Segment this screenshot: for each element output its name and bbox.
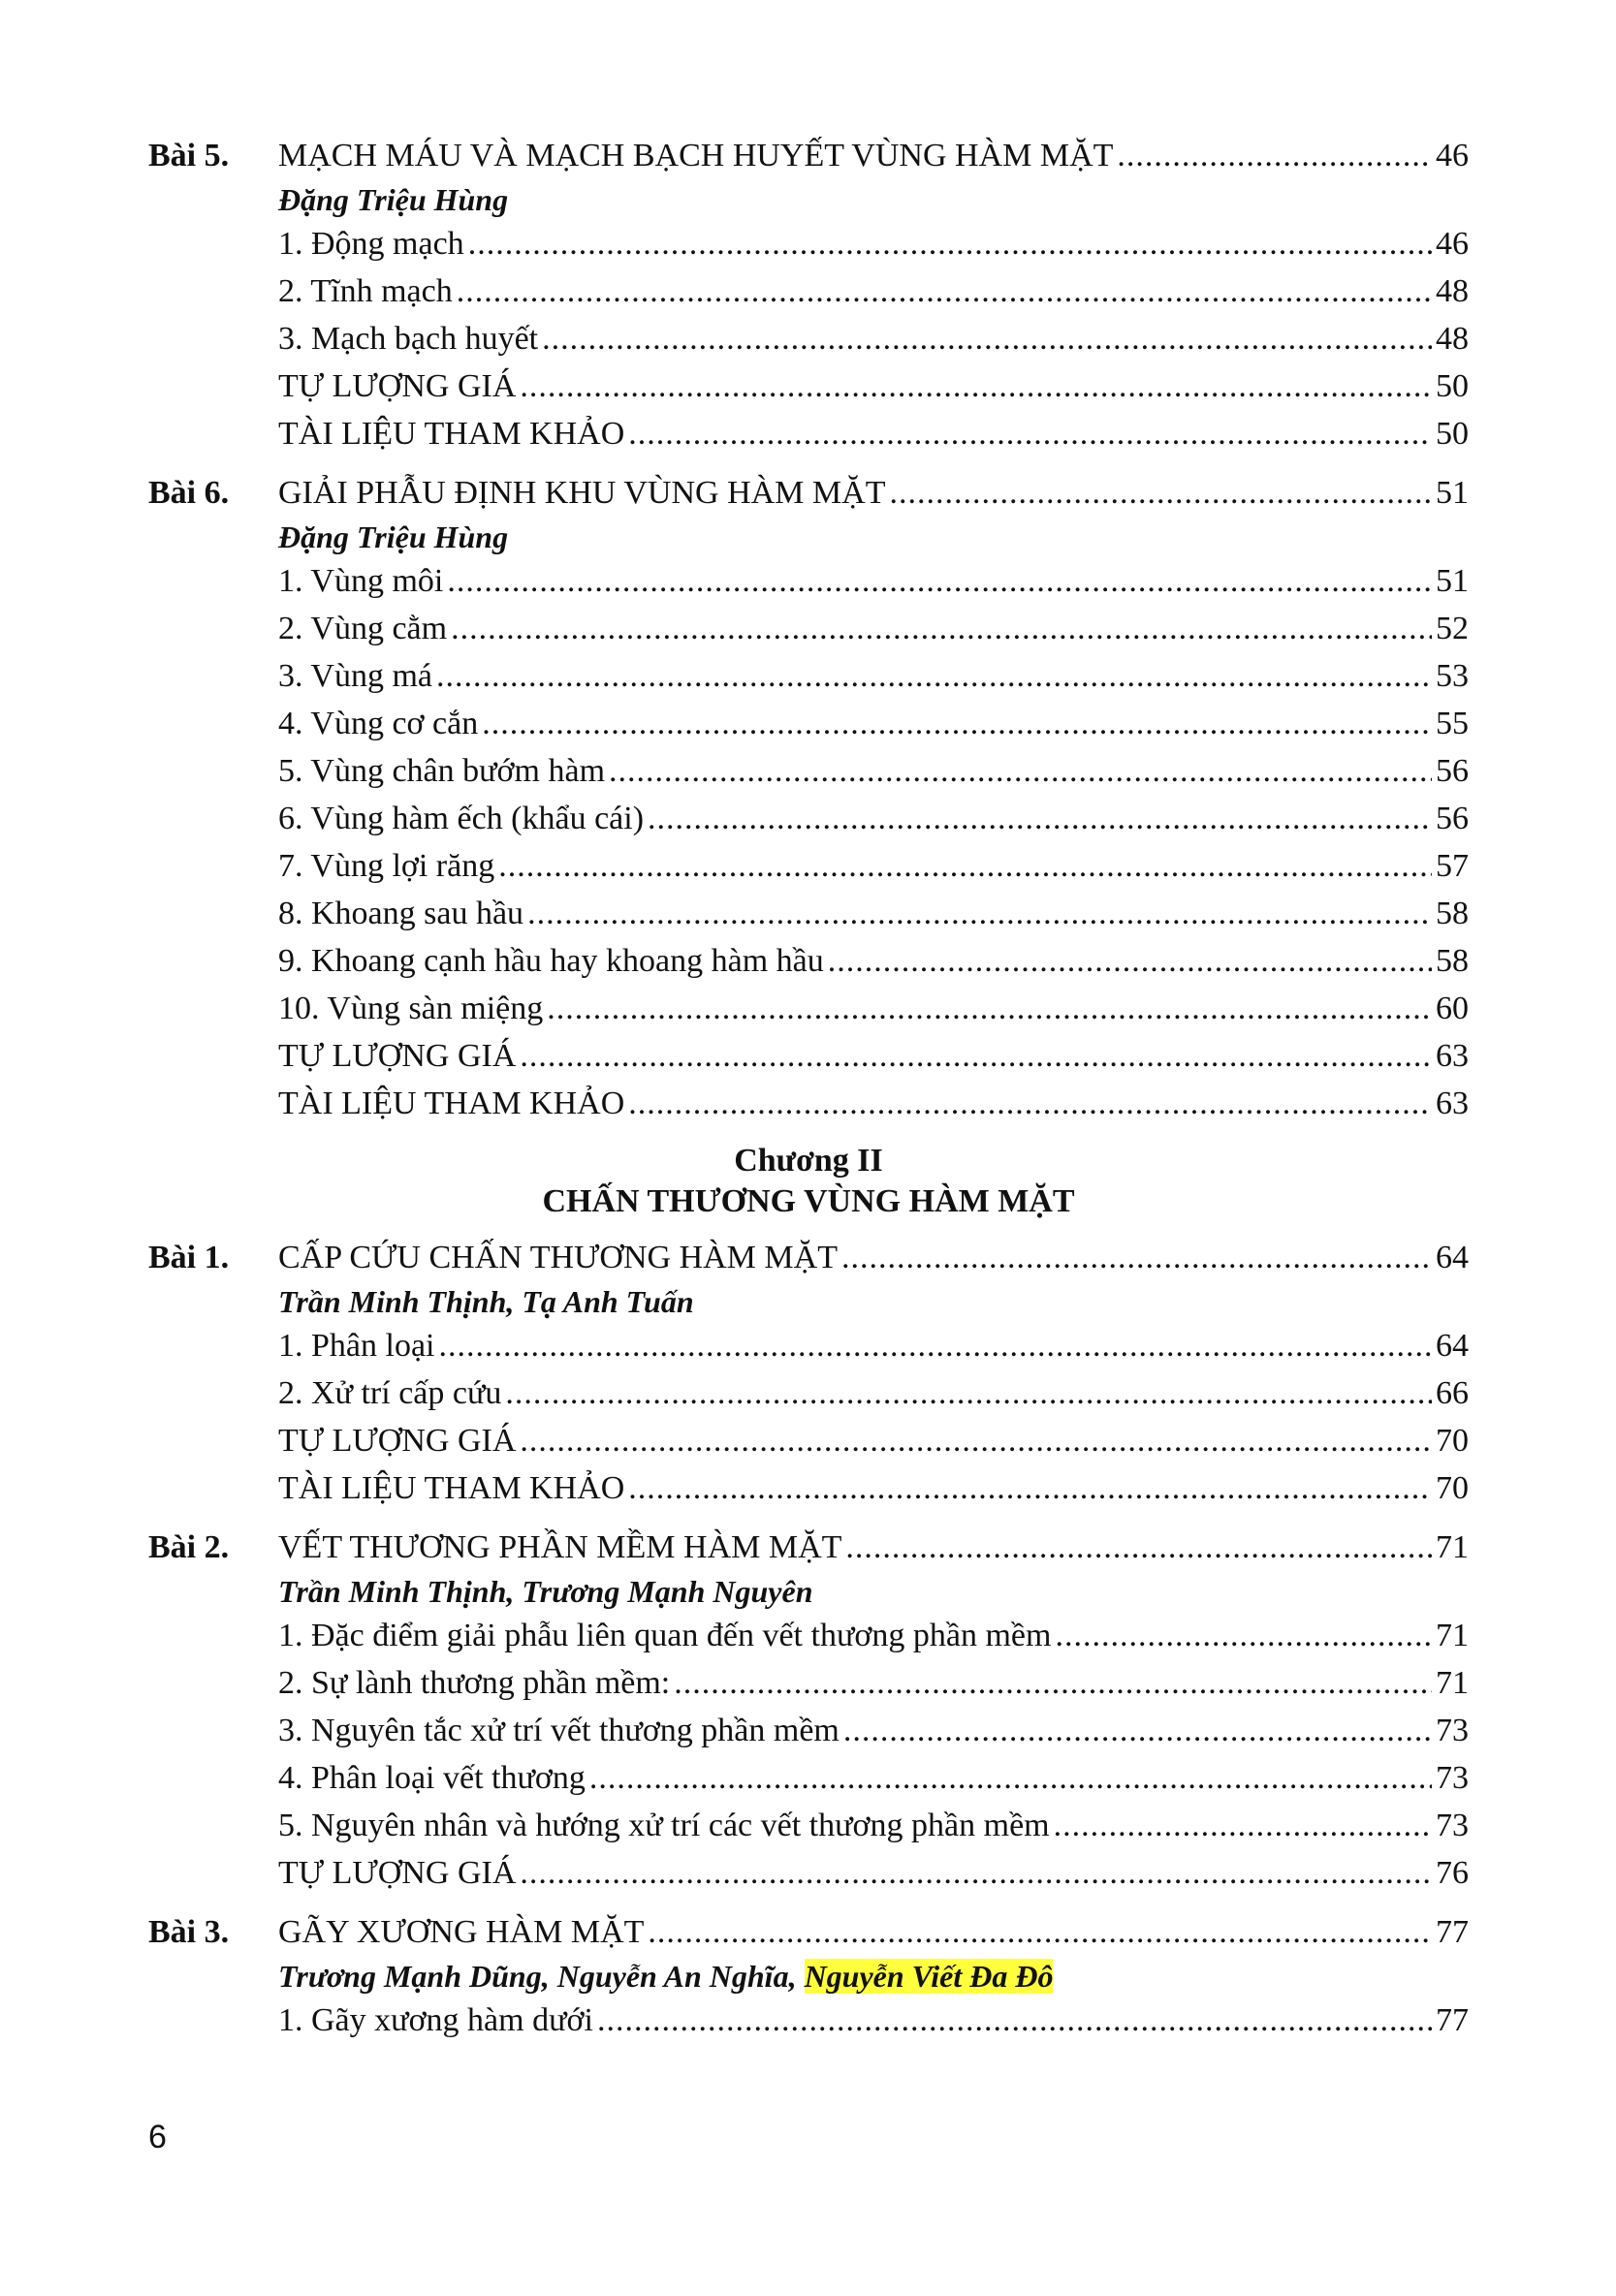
dot-leader bbox=[468, 220, 1432, 267]
chapter-section bbox=[148, 132, 1469, 1127]
author-name: Đặng Triệu Hùng bbox=[278, 182, 509, 217]
toc-item bbox=[148, 1997, 1469, 2044]
dot-leader bbox=[828, 937, 1432, 985]
dot-leader bbox=[845, 1524, 1432, 1571]
lesson-entry bbox=[148, 469, 1469, 1127]
page-ref: 77 bbox=[1436, 1914, 1469, 1950]
page-ref: 64 bbox=[1436, 1240, 1469, 1275]
dot-leader bbox=[648, 1908, 1432, 1956]
lesson-label: Bài 3. bbox=[148, 1914, 230, 1950]
dot-leader bbox=[438, 1322, 1432, 1369]
toc-item-text: 2. Tĩnh mạch bbox=[278, 273, 453, 309]
lesson-title: MẠCH MÁU VÀ MẠCH BẠCH HUYẾT VÙNG HÀM MẶT bbox=[278, 138, 1114, 173]
dot-leader bbox=[520, 1417, 1432, 1464]
page-ref: 60 bbox=[1436, 991, 1469, 1026]
dot-leader bbox=[542, 315, 1432, 362]
dot-leader bbox=[597, 1997, 1432, 2044]
dot-leader bbox=[889, 469, 1432, 517]
toc-item-text: TỰ LƯỢNG GIÁ bbox=[278, 1855, 517, 1891]
dot-leader bbox=[1117, 132, 1432, 179]
lesson-heading-row bbox=[148, 1234, 1469, 1281]
dot-leader bbox=[628, 1080, 1432, 1127]
toc-item-text: 2. Sự lành thương phần mềm: bbox=[278, 1665, 671, 1701]
author-name: Trần Minh Thịnh, Trương Mạnh Nguyên bbox=[278, 1574, 813, 1609]
page-ref: 66 bbox=[1436, 1375, 1469, 1411]
toc-item-text: TÀI LIỆU THAM KHẢO bbox=[278, 1470, 625, 1506]
dot-leader bbox=[520, 1032, 1432, 1080]
lesson-label: Bài 2. bbox=[148, 1529, 230, 1565]
toc-item bbox=[148, 1707, 1469, 1754]
toc-item bbox=[148, 747, 1469, 795]
toc-item bbox=[148, 890, 1469, 937]
page-ref: 57 bbox=[1436, 848, 1469, 884]
toc-item-text: 9. Khoang cạnh hầu hay khoang hàm hầu bbox=[278, 943, 824, 979]
toc-item-text: 1. Phân loại bbox=[278, 1328, 435, 1364]
toc-item bbox=[148, 315, 1469, 362]
dot-leader bbox=[674, 1659, 1432, 1707]
toc-item-text: 1. Gãy xương hàm dưới bbox=[278, 2002, 593, 2038]
toc-item-text: 4. Vùng cơ cắn bbox=[278, 706, 479, 741]
toc-item bbox=[148, 1322, 1469, 1369]
toc-item bbox=[148, 842, 1469, 890]
toc-item-text: 5. Vùng chân bướm hàm bbox=[278, 753, 606, 789]
page-ref: 71 bbox=[1436, 1618, 1469, 1653]
dot-leader bbox=[520, 1849, 1432, 1897]
lesson-title: GIẢI PHẪU ĐỊNH KHU VÙNG HÀM MẶT bbox=[278, 475, 886, 511]
lesson-heading-row bbox=[148, 1908, 1469, 1956]
toc-item bbox=[148, 1417, 1469, 1464]
page-ref: 52 bbox=[1436, 611, 1469, 646]
page-ref: 56 bbox=[1436, 753, 1469, 789]
lesson-authors bbox=[148, 1281, 1469, 1322]
page-ref: 48 bbox=[1436, 273, 1469, 309]
page-ref: 58 bbox=[1436, 943, 1469, 979]
lesson-entry bbox=[148, 132, 1469, 457]
toc-item-text: 3. Nguyên tắc xử trí vết thương phần mềm bbox=[278, 1713, 840, 1748]
author-name: Trương Mạnh Dũng, Nguyễn An Nghĩa, bbox=[278, 1959, 805, 1994]
lesson-title: VẾT THƯƠNG PHẦN MỀM HÀM MẶT bbox=[278, 1529, 842, 1565]
lesson-label: Bài 5. bbox=[148, 138, 230, 173]
toc-item-text: 3. Vùng má bbox=[278, 658, 432, 694]
highlighted-author: Nguyễn Viết Đa Đô bbox=[804, 1959, 1054, 1994]
dot-leader bbox=[628, 1464, 1432, 1512]
toc-item bbox=[148, 937, 1469, 985]
page-ref: 51 bbox=[1436, 563, 1469, 599]
page-ref: 71 bbox=[1436, 1665, 1469, 1701]
page-ref: 63 bbox=[1436, 1085, 1469, 1121]
lesson-heading-row bbox=[148, 132, 1469, 179]
lesson-title: GÃY XƯƠNG HÀM MẶT bbox=[278, 1914, 645, 1950]
chapter-heading bbox=[148, 1141, 1469, 1222]
lesson-heading-row bbox=[148, 1524, 1469, 1571]
page-ref: 73 bbox=[1436, 1760, 1469, 1796]
dot-leader bbox=[589, 1754, 1432, 1802]
page-ref: 46 bbox=[1436, 138, 1469, 173]
page-ref: 73 bbox=[1436, 1808, 1469, 1843]
toc-item bbox=[148, 557, 1469, 605]
toc-item-text: 6. Vùng hàm ếch (khẩu cái) bbox=[278, 801, 645, 836]
toc-item bbox=[148, 1849, 1469, 1897]
page-ref: 70 bbox=[1436, 1470, 1469, 1506]
toc-item-text: 3. Mạch bạch huyết bbox=[278, 321, 539, 357]
lesson-entry bbox=[148, 1524, 1469, 1897]
toc-item bbox=[148, 652, 1469, 700]
toc-item bbox=[148, 985, 1469, 1032]
lesson-entry bbox=[148, 1234, 1469, 1512]
author-name: Đặng Triệu Hùng bbox=[278, 519, 509, 554]
toc-item-text: TỰ LƯỢNG GIÁ bbox=[278, 1423, 517, 1459]
toc-item-text: 1. Đặc điểm giải phẫu liên quan đến vết thương phần mềm bbox=[278, 1618, 1052, 1653]
page-ref: 50 bbox=[1436, 416, 1469, 452]
page-ref: 73 bbox=[1436, 1713, 1469, 1748]
lesson-authors bbox=[148, 517, 1469, 557]
toc-item bbox=[148, 1754, 1469, 1802]
dot-leader bbox=[505, 1369, 1432, 1417]
page-ref: 70 bbox=[1436, 1423, 1469, 1459]
page-ref: 64 bbox=[1436, 1328, 1469, 1364]
toc-item-text: 8. Khoang sau hầu bbox=[278, 896, 524, 931]
page-number: 6 bbox=[148, 2119, 167, 2155]
page-ref: 51 bbox=[1436, 475, 1469, 511]
page-ref: 50 bbox=[1436, 368, 1469, 404]
toc-item-text: 2. Vùng cằm bbox=[278, 611, 448, 646]
chapter-number: Chương II bbox=[734, 1143, 883, 1179]
dot-leader bbox=[628, 410, 1432, 457]
page-ref: 76 bbox=[1436, 1855, 1469, 1891]
toc-item-text: TÀI LIỆU THAM KHẢO bbox=[278, 416, 625, 452]
chapter-title: CHẤN THƯƠNG VÙNG HÀM MẶT bbox=[542, 1183, 1075, 1219]
page-ref: 71 bbox=[1436, 1529, 1469, 1565]
toc-item-text: 10. Vùng sàn miệng bbox=[278, 991, 544, 1026]
toc-item bbox=[148, 1612, 1469, 1659]
toc-item-text: 4. Phân loại vết thương bbox=[278, 1760, 586, 1796]
lesson-authors bbox=[148, 179, 1469, 220]
author-name: Trần Minh Thịnh, Tạ Anh Tuấn bbox=[278, 1284, 694, 1319]
toc-item bbox=[148, 362, 1469, 410]
toc-item-text: TỰ LƯỢNG GIÁ bbox=[278, 1038, 517, 1074]
toc-item-text: 2. Xử trí cấp cứu bbox=[278, 1375, 502, 1411]
toc-item bbox=[148, 700, 1469, 747]
toc-item bbox=[148, 1802, 1469, 1849]
dot-leader bbox=[482, 700, 1432, 747]
lesson-authors bbox=[148, 1571, 1469, 1612]
page-ref: 56 bbox=[1436, 801, 1469, 836]
page-ref: 77 bbox=[1436, 2002, 1469, 2038]
dot-leader bbox=[1054, 1802, 1432, 1849]
toc-item bbox=[148, 605, 1469, 652]
lesson-entry bbox=[148, 1908, 1469, 2044]
toc-item bbox=[148, 1032, 1469, 1080]
toc-item bbox=[148, 220, 1469, 267]
dot-leader bbox=[547, 985, 1432, 1032]
page-ref: 48 bbox=[1436, 321, 1469, 357]
dot-leader bbox=[436, 652, 1432, 700]
dot-leader bbox=[457, 267, 1432, 315]
dot-leader bbox=[841, 1234, 1432, 1281]
dot-leader bbox=[648, 795, 1432, 842]
lesson-label: Bài 6. bbox=[148, 475, 230, 511]
dot-leader bbox=[843, 1707, 1432, 1754]
toc-item-text: TỰ LƯỢNG GIÁ bbox=[278, 368, 517, 404]
toc-item bbox=[148, 267, 1469, 315]
dot-leader bbox=[451, 605, 1432, 652]
dot-leader bbox=[1055, 1612, 1432, 1659]
toc-item-text: 1. Động mạch bbox=[278, 226, 464, 262]
toc-item bbox=[148, 795, 1469, 842]
toc-item-text: 7. Vùng lợi răng bbox=[278, 848, 495, 884]
toc-item bbox=[148, 1369, 1469, 1417]
page-ref: 55 bbox=[1436, 706, 1469, 741]
lesson-authors bbox=[148, 1956, 1469, 1997]
chapter-section bbox=[148, 1141, 1469, 2044]
page-ref: 46 bbox=[1436, 226, 1469, 262]
dot-leader bbox=[447, 557, 1432, 605]
toc-item bbox=[148, 1080, 1469, 1127]
toc-item-text: TÀI LIỆU THAM KHẢO bbox=[278, 1085, 625, 1121]
lesson-label: Bài 1. bbox=[148, 1240, 230, 1275]
dot-leader bbox=[498, 842, 1432, 890]
toc-item bbox=[148, 410, 1469, 457]
dot-leader bbox=[527, 890, 1432, 937]
toc-item-text: 5. Nguyên nhân và hướng xử trí các vết thương phần mềm bbox=[278, 1808, 1050, 1843]
toc-item bbox=[148, 1464, 1469, 1512]
page-ref: 63 bbox=[1436, 1038, 1469, 1074]
lesson-title: CẤP CỨU CHẤN THƯƠNG HÀM MẶT bbox=[278, 1240, 838, 1275]
table-of-contents bbox=[148, 132, 1469, 2056]
page-ref: 53 bbox=[1436, 658, 1469, 694]
page-ref: 58 bbox=[1436, 896, 1469, 931]
lesson-heading-row bbox=[148, 469, 1469, 517]
dot-leader bbox=[609, 747, 1432, 795]
toc-item bbox=[148, 1659, 1469, 1707]
dot-leader bbox=[520, 362, 1432, 410]
toc-item-text: 1. Vùng môi bbox=[278, 563, 444, 599]
